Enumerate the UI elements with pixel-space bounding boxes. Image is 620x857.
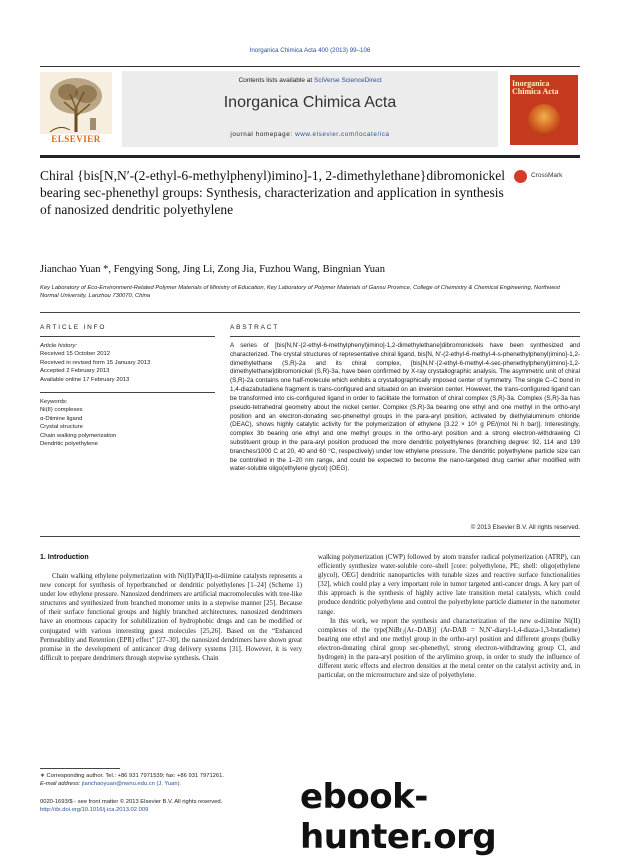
history-item: Received 15 October 2012 (40, 351, 111, 358)
sciencedirect-link[interactable]: SciVerse ScienceDirect (313, 77, 382, 84)
corresponding-contact: ∗ Corresponding author. Tel.: +86 931 7971539; fax: +86 931 7971261. (40, 773, 224, 779)
intro-paragraph: walking polymerization (CWP) followed by atom transfer radical polymerization (ATRP), can efficiently synthesize water-soluble core–shell [core: polyethylene, PE; shell: oligo(ethylene glycol), OEG] dendritic nanoparticles with tunable sizes and reactive surface functionalities [32], which could play a very important role in tumor targeted anti-cancer drugs. A key part of this approach is the synthesis of highly active late transition metal catalysts, which could produce dendritic polyethylene and control the polyethylene particle diameter in the nanometer range. (318, 554, 580, 616)
crossmark-label[interactable]: CrossMark (531, 172, 563, 179)
footnote-divider (40, 768, 120, 769)
keyword-item: α-Diimine ligand (40, 415, 83, 422)
keywords-label: Keywords: (40, 399, 68, 405)
email-link[interactable]: jianchaoyuan@nwnu.edu.cn (J. Yuan). (81, 781, 182, 787)
intro-paragraph: Chain walking ethylene polymerization with Ni(II)/Pd(II)-α-diimine catalysts represents a new concept for synthesis of hyperbranched or dendritic polyethylenes [1–24] (Scheme 1) under low ethylene pressure. Nanosized dendrimers are artificial macromolecules with tree-like structures and synthesized from branched monomer units in a stepwise manner [25]. Because of their surface functional groups and highly branched architectures, nanosized dendrimers have an enormous capacity for solubilization of hydrophobic drugs and can be modified or conjugated with various interesting guest molecules [25,26]. Based on the “Enhanced Permeability and Retention (EPR) effect” [27–30], the nanosized dendrimers have shown great promise in the development of anticancer drug delivery systems [31]. However, it is very difficult to prepare dendrimers through stepwise synthesis. Chain (40, 573, 302, 662)
intro-left-column (40, 572, 302, 663)
abstract-text: A series of [bis[N,N′-(2-ethyl-6-methylphenyl)imino]-1,2-dimethylethane]dibromonickels have been synthesized and characterized. The crystal structures of representative chiral ligand, bis[N, N′-(2-ethyl-6-methyl-4-s-phenethylphenyl)imino]-1,2-dimethylethane (S,R)-2a and its chiral complex, [bis[N,N′-(2-ethyl-6-methyl-4-sec-phenethylphenyl)imino]-1,2-dimethylethane]dibromonickel (S,R)-3a, have been confirmed by X-ray crystallographic analysis. The asymmetric unit of chiral (S,R)-2a contains one half-molecule which exhibits a crystallographically imposed center of symmetry. The single C–C bond in 1,4-diazabutadiene fragment is trans-configured and situated on an inversion center. However, the trans-configured ligand can be transformed into cis-configured ligand in order to facilitate the formation of chiral complex (S,R)-3a. Complex (S,R)-3a has pseudo-tetrahedral geometry about the nickel center. Complex (S,R)-3a bearing one ethyl and one methyl in the ortho-aryl position and an electron-donating sec-phenethyl groups in the para-aryl position, activated by diethylaluminum chloride (DEAC), shows highly catalytic activity for the polymerization of ethylene [3.22 × 10⁶ g PE/(mol Ni h bar)]. Interestingly, complex 3b bearing one ethyl and one methyl groups in the ortho-aryl position and a strong electron-withdrawing Cl substituent group in the para-aryl position produced the more dendritic polyethylenes (branching degree: 92, 114 and 139 branches/1000 C at 20, 40 and 60 °C, respectively) under low ethylene pressure. The dendritic polyethylene particle size can be controlled in the 1–20 nm range, and could be expected to become the nano-targeted drug carrier after modified with water-soluble oligo(ethylene glycol) (OEG). (230, 342, 580, 473)
divider (40, 336, 215, 337)
abstract-heading: ABSTRACT (230, 324, 280, 331)
divider (40, 312, 580, 313)
keyword-item: Dendritic polyethylene (40, 441, 98, 448)
email-label: E-mail address: (40, 781, 81, 787)
crossmark-icon[interactable] (514, 170, 527, 183)
issn-line: 0020-1693/$ - see front matter © 2013 Elsevier B.V. All rights reserved. (40, 799, 223, 805)
journal-reference[interactable]: Inorganica Chimica Acta 400 (2013) 99–106 (249, 47, 371, 54)
keyword-item: Crystal structure (40, 424, 83, 431)
doi-link[interactable]: http://dx.doi.org/10.1016/j.ica.2013.02.009 (40, 807, 149, 813)
email-line (40, 780, 302, 788)
corresponding-author-footnote (40, 772, 302, 788)
article-title: Chiral {bis[N,N′-(2-ethyl-6-methylphenyl)imino]-1, 2-dimethylethane}dibromonickel bearing sec-phenethyl groups: Synthesis, characterization and application in synthesis of nanosized dendritic polyethylene (40, 168, 506, 218)
divider (40, 392, 215, 393)
keyword-item: Chain walking polymerization (40, 432, 117, 439)
intro-paragraph: In this work, we report the synthesis and characterization of the new α-diimine Ni(II) complexes of the type[NiBr₂(Ar–DAB)] (Ar-DAB = N,N′-diaryl-1,4-diaza-1,3-butadiene) bearing one ethyl and one methyl group in the ortho-aryl position and different groups (bulky electron-donating chiral group sec-phenethyl, strong electron-withdrawing group Cl, and hydrogen) in the para-aryl position of the arylimino group, in order to study the influence of different steric effects and electron densities at the metal center on the catalyst activity and, in particular, on the microstructure and size of polyethylene. (318, 617, 580, 680)
watermark: ebook-hunter.org (300, 777, 497, 857)
journal-title: Inorganica Chimica Acta (223, 94, 397, 111)
journal-homepage (122, 131, 498, 138)
article-info-heading: ARTICLE INFO (40, 324, 107, 331)
divider (40, 536, 580, 537)
history-item: Accepted 2 February 2013 (40, 368, 110, 375)
introduction-heading: 1. Introduction (40, 554, 89, 561)
author-list: Jianchao Yuan *, Fengying Song, Jing Li, Zong Jia, Fuzhou Wang, Bingnian Yuan (40, 264, 385, 275)
article-history (40, 342, 215, 384)
affiliation: Key Laboratory of Eco-Environment-Related Polymer Materials of Ministry of Education, Key Laboratory of Polymer Materials of Gansu Province, College of Chemistry & Chemical Engineering, Northwest Normal University, Lanzhou 730070, China (40, 285, 561, 299)
bottom-meta (40, 798, 340, 814)
publisher-logo-text: ELSEVIER (51, 134, 101, 144)
cover-art-image (528, 104, 560, 136)
keyword-item: Ni(II) complexes (40, 407, 83, 414)
history-label: Article history: (40, 343, 77, 349)
history-item: Received in revised form 15 January 2013 (40, 359, 151, 366)
copyright-line: © 2013 Elsevier B.V. All rights reserved. (470, 524, 580, 531)
keywords (40, 398, 215, 448)
intro-right-column (318, 553, 580, 680)
homepage-prefix: journal homepage: (230, 131, 293, 138)
homepage-url[interactable]: www.elsevier.com/locate/ica (295, 131, 390, 138)
cover-title: Inorganica Chimica Acta (512, 79, 559, 96)
history-item: Available online 17 February 2013 (40, 376, 130, 383)
contents-line (122, 77, 498, 84)
contents-prefix: Contents lists available at (238, 77, 313, 84)
divider (230, 336, 580, 337)
